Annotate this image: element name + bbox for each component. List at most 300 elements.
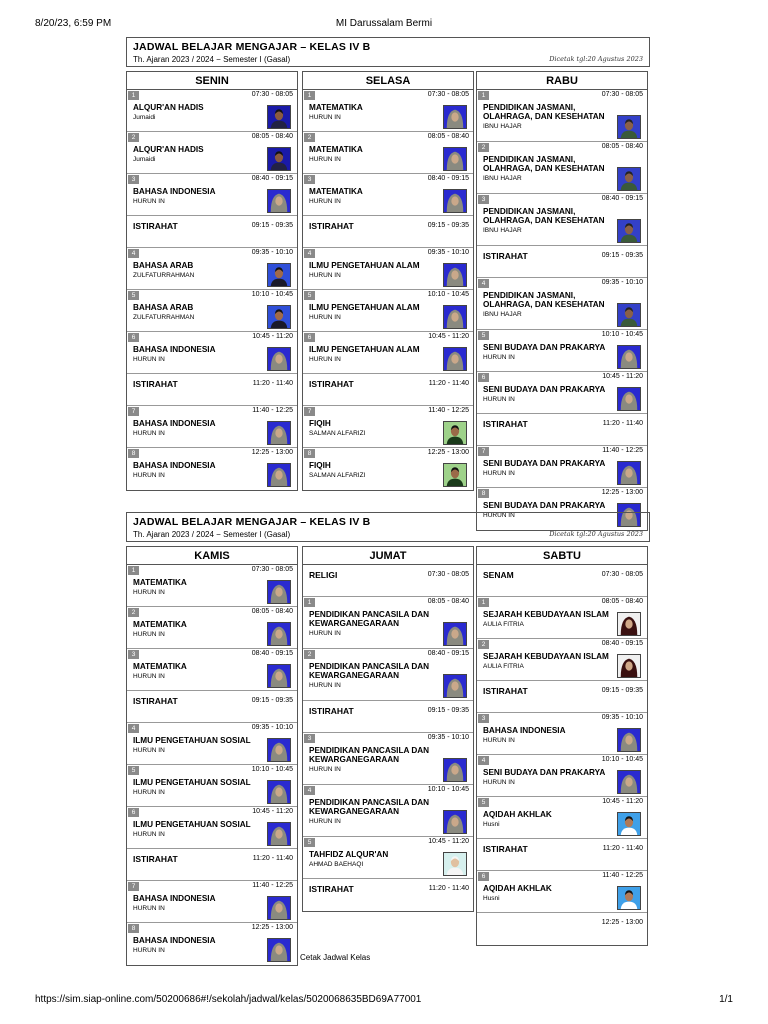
printed-date: Dicetak tgl:20 Agustus 2023 xyxy=(549,55,643,63)
day-header: JUMAT xyxy=(303,547,473,565)
time-range: 10:45 - 11:20 xyxy=(428,838,469,845)
time-range: 09:35 - 10:10 xyxy=(251,724,293,731)
teacher-avatar xyxy=(443,147,467,171)
period-number: 6 xyxy=(128,333,139,342)
time-range: 08:40 - 09:15 xyxy=(251,650,293,657)
subject-name: SEJARAH KEBUDAYAAN ISLAM xyxy=(483,652,609,661)
lesson-slot xyxy=(303,649,473,701)
time-range: 12:25 - 13:00 xyxy=(601,489,643,496)
period-number: 2 xyxy=(128,608,139,617)
teacher-avatar xyxy=(617,303,641,327)
lesson-slot xyxy=(303,785,473,837)
lesson-slot xyxy=(127,332,297,374)
teacher-avatar xyxy=(443,622,467,646)
teacher-avatar xyxy=(267,421,291,445)
lesson-slot xyxy=(303,406,473,448)
teacher-name: HURUN IN xyxy=(133,356,165,363)
time-range: 11:20 - 11:40 xyxy=(602,845,643,852)
teacher-avatar xyxy=(267,896,291,920)
sheet-title: JADWAL BELAJAR MENGAJAR – KELAS IV B xyxy=(133,41,371,53)
lesson-slot xyxy=(303,733,473,785)
break-slot xyxy=(303,216,473,248)
time-range: 12:25 - 13:00 xyxy=(427,449,469,456)
break-slot xyxy=(127,691,297,723)
subject-name: ILMU PENGETAHUAN ALAM xyxy=(309,261,420,270)
time-range: 11:40 - 12:25 xyxy=(602,447,643,454)
lesson-slot xyxy=(477,90,647,142)
teacher-name: ZULFATURRAHMAN xyxy=(133,272,195,279)
time-range: 11:40 - 12:25 xyxy=(602,872,643,879)
time-range: 08:40 - 09:15 xyxy=(251,175,293,182)
teacher-avatar xyxy=(267,189,291,213)
teacher-avatar xyxy=(443,810,467,834)
break-slot xyxy=(303,374,473,406)
subject-name: MATEMATIKA xyxy=(133,662,187,671)
subject-name: FIQIH xyxy=(309,461,331,470)
teacher-avatar xyxy=(617,345,641,369)
time-range: 07:30 - 08:05 xyxy=(427,571,469,578)
subject-name: PENDIDIKAN PANCASILA DAN KEWARGANEGARAAN xyxy=(309,746,430,764)
lesson-slot xyxy=(127,807,297,849)
teacher-name: HURUN IN xyxy=(133,673,165,680)
day-column-jumat xyxy=(302,546,474,912)
period-number: 6 xyxy=(304,333,315,342)
lesson-slot xyxy=(477,142,647,194)
time-range: 10:10 - 10:45 xyxy=(601,331,643,338)
period-number: 6 xyxy=(478,373,489,382)
print-schedule-link[interactable]: Cetak Jadwal Kelas xyxy=(300,953,371,962)
subject-name: BAHASA INDONESIA xyxy=(133,936,216,945)
lesson-slot xyxy=(127,607,297,649)
lesson-slot xyxy=(303,90,473,132)
break-slot xyxy=(477,565,647,597)
teacher-avatar xyxy=(443,421,467,445)
teacher-name: IBNU HAJAR xyxy=(483,175,522,182)
teacher-avatar xyxy=(267,147,291,171)
teacher-name: HURUN IN xyxy=(483,470,515,477)
time-range: 09:35 - 10:10 xyxy=(601,279,643,286)
lesson-slot xyxy=(127,90,297,132)
teacher-avatar xyxy=(267,263,291,287)
period-number: 5 xyxy=(478,331,489,340)
period-number: 2 xyxy=(304,650,315,659)
day-column-selasa xyxy=(302,71,474,491)
sheet-term: Th. Ajaran 2023 / 2024 − Semester I (Gasal) xyxy=(133,530,291,539)
time-range: 10:45 - 11:20 xyxy=(602,373,643,380)
subject-name: AQIDAH AKHLAK xyxy=(483,810,552,819)
time-range: 09:15 - 09:35 xyxy=(427,222,469,229)
subject-name: SENI BUDAYA DAN PRAKARYA xyxy=(483,385,606,394)
time-range: 08:05 - 08:40 xyxy=(251,133,293,140)
period-number: 4 xyxy=(478,756,489,765)
lesson-slot xyxy=(303,290,473,332)
time-range: 08:05 - 08:40 xyxy=(601,143,643,150)
period-number: 4 xyxy=(128,249,139,258)
subject-name: TAHFIDZ ALQUR'AN xyxy=(309,850,389,859)
lesson-slot xyxy=(477,597,647,639)
teacher-name: Husni xyxy=(483,821,500,828)
period-number: 3 xyxy=(304,175,315,184)
time-range: 11:20 - 11:40 xyxy=(428,885,469,892)
subject-name: SENI BUDAYA DAN PRAKARYA xyxy=(483,501,606,510)
lesson-slot xyxy=(127,649,297,691)
teacher-name: HURUN IN xyxy=(309,818,341,825)
teacher-avatar xyxy=(267,305,291,329)
lesson-slot xyxy=(127,174,297,216)
time-range: 08:40 - 09:15 xyxy=(427,175,469,182)
break-slot xyxy=(303,701,473,733)
subject-name: MATEMATIKA xyxy=(133,578,187,587)
teacher-avatar xyxy=(267,822,291,846)
subject-name: ISTIRAHAT xyxy=(483,686,528,696)
teacher-avatar xyxy=(267,622,291,646)
subject-name: BAHASA INDONESIA xyxy=(133,419,216,428)
teacher-name: HURUN IN xyxy=(309,356,341,363)
teacher-name: HURUN IN xyxy=(133,589,165,596)
teacher-avatar xyxy=(267,580,291,604)
time-range: 10:10 - 10:45 xyxy=(427,291,469,298)
teacher-avatar xyxy=(443,674,467,698)
print-header xyxy=(35,18,733,32)
teacher-avatar xyxy=(617,728,641,752)
teacher-name: HURUN IN xyxy=(133,631,165,638)
subject-name: SENAM xyxy=(483,570,514,580)
teacher-name: AHMAD BAEHAQI xyxy=(309,861,364,868)
subject-name: MATEMATIKA xyxy=(309,103,363,112)
teacher-name: HURUN IN xyxy=(483,396,515,403)
teacher-name: HURUN IN xyxy=(309,314,341,321)
lesson-slot xyxy=(303,448,473,490)
teacher-name: HURUN IN xyxy=(133,198,165,205)
subject-name: ISTIRAHAT xyxy=(133,854,178,864)
print-date: 8/20/23, 6:59 PM xyxy=(35,18,112,29)
subject-name: ISTIRAHAT xyxy=(309,221,354,231)
period-number: 7 xyxy=(128,407,139,416)
teacher-name: HURUN IN xyxy=(133,430,165,437)
time-range: 07:30 - 08:05 xyxy=(601,91,643,98)
print-footer xyxy=(35,994,733,1008)
lesson-slot xyxy=(303,332,473,374)
period-number: 2 xyxy=(478,640,489,649)
teacher-avatar xyxy=(617,167,641,191)
teacher-name: HURUN IN xyxy=(483,737,515,744)
subject-name: BAHASA INDONESIA xyxy=(483,726,566,735)
lesson-slot xyxy=(127,290,297,332)
subject-name: BAHASA INDONESIA xyxy=(133,894,216,903)
lesson-slot xyxy=(477,372,647,414)
teacher-name: HURUN IN xyxy=(133,905,165,912)
break-slot xyxy=(127,374,297,406)
teacher-name: HURUN IN xyxy=(133,747,165,754)
subject-name: PENDIDIKAN JASMANI, OLAHRAGA, DAN KESEHATAN xyxy=(483,155,605,173)
time-range: 09:35 - 10:10 xyxy=(427,249,469,256)
teacher-avatar xyxy=(443,463,467,487)
subject-name: BAHASA INDONESIA xyxy=(133,461,216,470)
teacher-avatar xyxy=(617,812,641,836)
lesson-slot xyxy=(477,871,647,913)
subject-name: BAHASA INDONESIA xyxy=(133,187,216,196)
printed-date: Dicetak tgl:20 Agustus 2023 xyxy=(549,530,643,538)
teacher-name: IBNU HAJAR xyxy=(483,123,522,130)
teacher-avatar xyxy=(443,347,467,371)
time-range: 11:20 - 11:40 xyxy=(428,380,469,387)
subject-name: ALQUR'AN HADIS xyxy=(133,145,204,154)
period-number: 8 xyxy=(478,489,489,498)
teacher-avatar xyxy=(267,347,291,371)
time-range: 07:30 - 08:05 xyxy=(601,571,643,578)
time-range: 11:40 - 12:25 xyxy=(428,407,469,414)
schedule-sheet-2 xyxy=(126,512,650,954)
teacher-avatar xyxy=(267,105,291,129)
subject-name: PENDIDIKAN JASMANI, OLAHRAGA, DAN KESEHATAN xyxy=(483,207,605,225)
time-range: 10:45 - 11:20 xyxy=(602,798,643,805)
period-number: 1 xyxy=(304,91,315,100)
subject-name: SENI BUDAYA DAN PRAKARYA xyxy=(483,768,606,777)
teacher-name: Husni xyxy=(483,895,500,902)
time-range: 09:35 - 10:10 xyxy=(427,734,469,741)
teacher-avatar xyxy=(267,780,291,804)
teacher-name: SALMAN ALFARIZI xyxy=(309,430,366,437)
lesson-slot xyxy=(127,881,297,923)
subject-name: ILMU PENGETAHUAN SOSIAL xyxy=(133,736,251,745)
teacher-name: HURUN IN xyxy=(483,512,515,519)
teacher-avatar xyxy=(267,463,291,487)
teacher-avatar xyxy=(617,886,641,910)
time-range: 12:25 - 13:00 xyxy=(251,924,293,931)
time-range: 11:40 - 12:25 xyxy=(252,882,293,889)
lesson-slot xyxy=(477,278,647,330)
lesson-slot xyxy=(477,446,647,488)
teacher-name: HURUN IN xyxy=(309,114,341,121)
period-number: 3 xyxy=(128,175,139,184)
subject-name: ILMU PENGETAHUAN ALAM xyxy=(309,345,420,354)
time-range: 09:15 - 09:35 xyxy=(251,697,293,704)
lesson-slot xyxy=(127,406,297,448)
subject-name: ISTIRAHAT xyxy=(483,419,528,429)
teacher-avatar xyxy=(617,219,641,243)
teacher-name: HURUN IN xyxy=(133,831,165,838)
time-range: 10:10 - 10:45 xyxy=(601,756,643,763)
print-site-title: MI Darussalam Bermi xyxy=(335,18,433,29)
period-number: 8 xyxy=(128,924,139,933)
time-range: 11:20 - 11:40 xyxy=(252,855,293,862)
subject-name: PENDIDIKAN PANCASILA DAN KEWARGANEGARAAN xyxy=(309,798,430,816)
time-range: 10:10 - 10:45 xyxy=(251,291,293,298)
subject-name: BAHASA INDONESIA xyxy=(133,345,216,354)
period-number: 5 xyxy=(304,291,315,300)
schedule-sheet-1 xyxy=(126,37,650,519)
subject-name: RELIGI xyxy=(309,570,338,580)
subject-name: MATEMATIKA xyxy=(309,145,363,154)
lesson-slot xyxy=(127,723,297,765)
period-number: 6 xyxy=(478,872,489,881)
sheet-title: JADWAL BELAJAR MENGAJAR – KELAS IV B xyxy=(133,516,371,528)
day-header: SABTU xyxy=(477,547,647,565)
subject-name: ILMU PENGETAHUAN ALAM xyxy=(309,303,420,312)
subject-name: ILMU PENGETAHUAN SOSIAL xyxy=(133,778,251,787)
break-slot xyxy=(127,849,297,881)
teacher-name: SALMAN ALFARIZI xyxy=(309,472,366,479)
period-number: 6 xyxy=(128,808,139,817)
lesson-slot xyxy=(303,597,473,649)
period-number: 1 xyxy=(478,598,489,607)
subject-name: SENI BUDAYA DAN PRAKARYA xyxy=(483,343,606,352)
time-range: 10:10 - 10:45 xyxy=(251,766,293,773)
period-number: 4 xyxy=(128,724,139,733)
teacher-name: IBNU HAJAR xyxy=(483,311,522,318)
period-number: 4 xyxy=(478,279,489,288)
teacher-name: HURUN IN xyxy=(133,947,165,954)
period-number: 1 xyxy=(128,91,139,100)
day-header: SENIN xyxy=(127,72,297,90)
break-slot xyxy=(477,681,647,713)
period-number: 8 xyxy=(304,449,315,458)
subject-name: PENDIDIKAN PANCASILA DAN KEWARGANEGARAAN xyxy=(309,610,430,628)
period-number: 5 xyxy=(128,291,139,300)
time-range: 07:30 - 08:05 xyxy=(427,91,469,98)
time-range: 09:35 - 10:10 xyxy=(251,249,293,256)
subject-name: PENDIDIKAN PANCASILA DAN KEWARGANEGARAAN xyxy=(309,662,430,680)
time-range: 07:30 - 08:05 xyxy=(251,91,293,98)
time-range: 08:05 - 08:40 xyxy=(427,598,469,605)
subject-name: ILMU PENGETAHUAN SOSIAL xyxy=(133,820,251,829)
break-slot xyxy=(477,913,647,945)
teacher-name: Jumaidi xyxy=(133,156,156,163)
teacher-name: HURUN IN xyxy=(483,354,515,361)
period-number: 4 xyxy=(304,786,315,795)
period-number: 3 xyxy=(304,734,315,743)
period-number: 5 xyxy=(128,766,139,775)
break-slot xyxy=(127,216,297,248)
page-number: 1/1 xyxy=(719,994,733,1005)
subject-name: ISTIRAHAT xyxy=(133,221,178,231)
teacher-name: HURUN IN xyxy=(483,779,515,786)
teacher-avatar xyxy=(443,105,467,129)
lesson-slot xyxy=(303,132,473,174)
time-range: 11:20 - 11:40 xyxy=(602,420,643,427)
time-range: 09:35 - 10:10 xyxy=(601,714,643,721)
lesson-slot xyxy=(477,639,647,681)
subject-name: ISTIRAHAT xyxy=(309,884,354,894)
day-column-rabu xyxy=(476,71,648,531)
period-number: 2 xyxy=(478,143,489,152)
time-range: 09:15 - 09:35 xyxy=(601,252,643,259)
day-header: SELASA xyxy=(303,72,473,90)
teacher-name: HURUN IN xyxy=(309,630,341,637)
teacher-avatar xyxy=(267,938,291,962)
teacher-name: HURUN IN xyxy=(133,472,165,479)
period-number: 5 xyxy=(304,838,315,847)
period-number: 4 xyxy=(304,249,315,258)
day-column-senin xyxy=(126,71,298,491)
break-slot xyxy=(477,414,647,446)
period-number: 5 xyxy=(478,798,489,807)
teacher-name: IBNU HAJAR xyxy=(483,227,522,234)
time-range: 08:05 - 08:40 xyxy=(601,598,643,605)
teacher-avatar xyxy=(617,612,641,636)
teacher-avatar xyxy=(443,305,467,329)
time-range: 12:25 - 13:00 xyxy=(601,919,643,926)
time-range: 11:20 - 11:40 xyxy=(252,380,293,387)
period-number: 3 xyxy=(128,650,139,659)
teacher-avatar xyxy=(443,852,467,876)
teacher-name: HURUN IN xyxy=(309,272,341,279)
time-range: 09:15 - 09:35 xyxy=(601,687,643,694)
time-range: 08:40 - 09:15 xyxy=(427,650,469,657)
lesson-slot xyxy=(477,330,647,372)
teacher-name: AULIA FITRIA xyxy=(483,621,524,628)
teacher-name: HURUN IN xyxy=(309,682,341,689)
period-number: 3 xyxy=(478,195,489,204)
day-column-kamis xyxy=(126,546,298,966)
day-column-sabtu xyxy=(476,546,648,946)
time-range: 08:05 - 08:40 xyxy=(251,608,293,615)
lesson-slot xyxy=(127,132,297,174)
period-number: 3 xyxy=(478,714,489,723)
time-range: 10:10 - 10:45 xyxy=(427,786,469,793)
teacher-avatar xyxy=(617,461,641,485)
subject-name: MATEMATIKA xyxy=(309,187,363,196)
subject-name: ISTIRAHAT xyxy=(133,379,178,389)
time-range: 08:05 - 08:40 xyxy=(427,133,469,140)
break-slot xyxy=(303,879,473,911)
subject-name: BAHASA ARAB xyxy=(133,261,194,270)
sheet-header xyxy=(126,37,650,67)
lesson-slot xyxy=(127,448,297,490)
teacher-avatar xyxy=(617,387,641,411)
period-number: 2 xyxy=(304,133,315,142)
teacher-name: HURUN IN xyxy=(133,789,165,796)
subject-name: ISTIRAHAT xyxy=(133,696,178,706)
lesson-slot xyxy=(477,713,647,755)
time-range: 08:40 - 09:15 xyxy=(601,640,643,647)
period-number: 1 xyxy=(304,598,315,607)
lesson-slot xyxy=(303,248,473,290)
teacher-avatar xyxy=(267,664,291,688)
period-number: 7 xyxy=(128,882,139,891)
time-range: 10:45 - 11:20 xyxy=(428,333,469,340)
lesson-slot xyxy=(303,837,473,879)
period-number: 8 xyxy=(128,449,139,458)
subject-name: ISTIRAHAT xyxy=(483,251,528,261)
sheet-term: Th. Ajaran 2023 / 2024 − Semester I (Gasal) xyxy=(133,55,291,64)
period-number: 2 xyxy=(128,133,139,142)
day-header: RABU xyxy=(477,72,647,90)
day-header: KAMIS xyxy=(127,547,297,565)
lesson-slot xyxy=(477,755,647,797)
teacher-avatar xyxy=(267,738,291,762)
teacher-avatar xyxy=(443,263,467,287)
time-range: 10:45 - 11:20 xyxy=(252,333,293,340)
period-number: 1 xyxy=(128,566,139,575)
break-slot xyxy=(303,565,473,597)
time-range: 12:25 - 13:00 xyxy=(251,449,293,456)
teacher-name: HURUN IN xyxy=(309,766,341,773)
period-number: 1 xyxy=(478,91,489,100)
time-range: 11:40 - 12:25 xyxy=(252,407,293,414)
subject-name: ISTIRAHAT xyxy=(309,706,354,716)
teacher-avatar xyxy=(617,115,641,139)
subject-name: PENDIDIKAN JASMANI, OLAHRAGA, DAN KESEHATAN xyxy=(483,291,605,309)
time-range: 09:15 - 09:35 xyxy=(427,707,469,714)
time-range: 08:40 - 09:15 xyxy=(601,195,643,202)
subject-name: ALQUR'AN HADIS xyxy=(133,103,204,112)
lesson-slot xyxy=(127,565,297,607)
teacher-name: HURUN IN xyxy=(309,156,341,163)
sheet-header xyxy=(126,512,650,542)
lesson-slot xyxy=(127,765,297,807)
time-range: 07:30 - 08:05 xyxy=(251,566,293,573)
